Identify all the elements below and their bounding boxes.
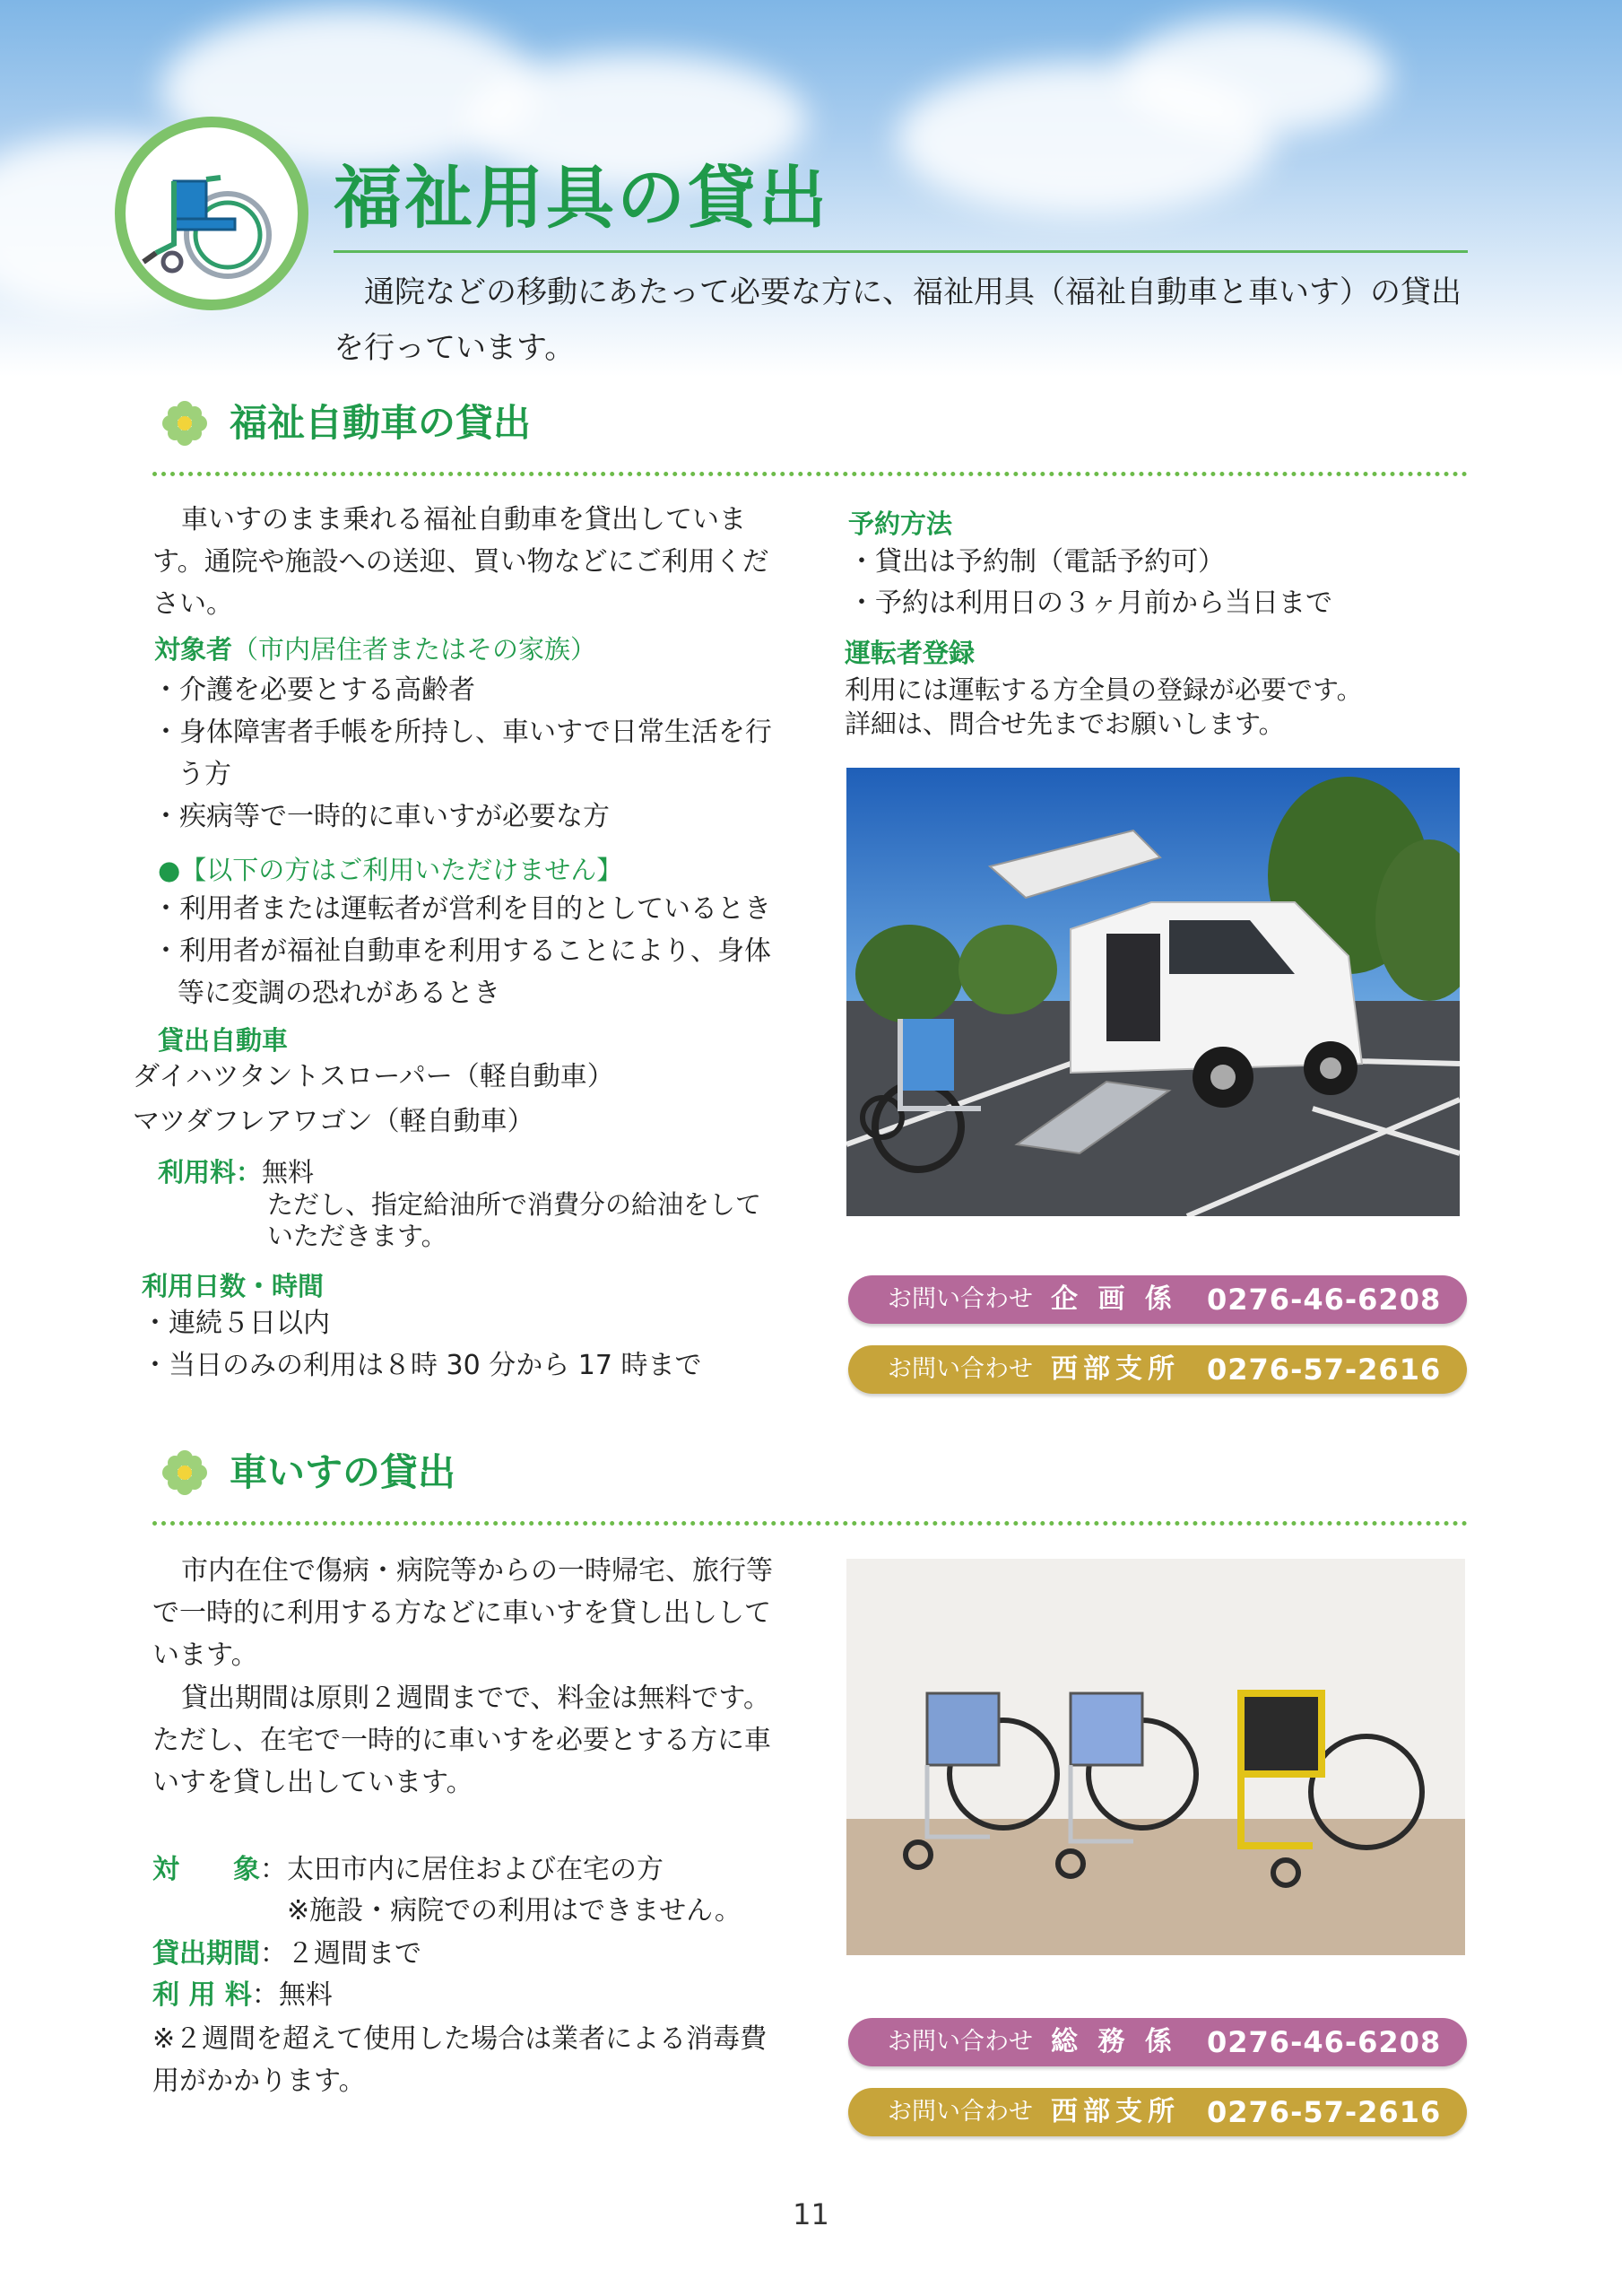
contact-lead: お問い合わせ — [888, 1355, 1033, 1383]
list-item: ・貸出は予約制（電話予約可） — [848, 546, 1225, 578]
not-eligible-label: ●【以下の方はご利用いただけません】 — [158, 855, 623, 885]
list-item: ・介護を必要とする高齢者 — [152, 674, 475, 706]
wheelchair-fee-label: 利 用 料 — [152, 1979, 252, 2011]
list-item: ・当日のみの利用は８時 30 分から 17 時まで — [142, 1350, 702, 1381]
wheelchair-section-title: 車いすの貸出 — [230, 1450, 456, 1494]
list-item: ・身体障害者手帳を所持し、車いすで日常生活を行う方 — [152, 717, 772, 790]
vehicles-label: 貸出自動車 — [158, 1025, 289, 1056]
period-value: ：２週間まで — [260, 1938, 421, 1970]
list-item: ・連続５日以内 — [142, 1308, 330, 1339]
contact-dept: 企 画 係 — [1051, 1283, 1177, 1315]
welfare-car-photo — [846, 768, 1460, 1216]
car-contact-west-branch — [848, 1345, 1467, 1394]
fee-value: 無料 — [262, 1157, 315, 1187]
contact-lead: お問い合わせ — [888, 1285, 1033, 1313]
list-item: ・利用者または運転者が営利を目的としているとき — [152, 893, 771, 925]
eligible-list — [152, 669, 780, 838]
period-row — [152, 1934, 421, 1975]
contact-tel: 0276-57-2616 — [1207, 2095, 1442, 2129]
intro-text: 通院などの移動にあたって必要な方に、福祉用具（福祉自動車と車いす）の貸出を行っています。 — [334, 274, 1462, 366]
contact-dept: 総 務 係 — [1051, 2026, 1177, 2057]
page-number: 11 — [793, 2197, 829, 2231]
contact-dept: 西部支所 — [1051, 2096, 1180, 2127]
list-item: ・予約は利用日の３ヶ月前から当日まで — [848, 587, 1332, 619]
fee-note: ただし、指定給油所で消費分の給油をしていただきます。 — [267, 1189, 762, 1251]
wheelchair-contact-general — [848, 2018, 1467, 2066]
contact-tel: 0276-46-6208 — [1207, 2025, 1442, 2059]
wheelchair-para-1: 市内在住で傷病・病院等からの一時帰宅、旅行等で一時的に利用する方などに車いすを貸し出ししています。 — [152, 1555, 773, 1671]
fee-row — [158, 1157, 314, 1188]
dotted-divider — [152, 1521, 1468, 1526]
wheelchair-contact-west-branch — [848, 2088, 1467, 2136]
disinfection-note: ※２週間を超えて使用した場合は業者による消毒費用がかかります。 — [152, 2023, 768, 2097]
not-eligible-list — [152, 888, 789, 1014]
dotted-divider — [152, 472, 1468, 476]
list-item: ・利用者が福祉自動車を利用することにより、身体等に変調の恐れがあるとき — [152, 935, 771, 1009]
contact-lead: お問い合わせ — [888, 2028, 1033, 2056]
vehicle-item: マツダフレアワゴン（軽自動車） — [133, 1106, 534, 1137]
target-value: ：太田市内に居住および在宅の方 — [260, 1854, 664, 1885]
flower-icon — [160, 1448, 210, 1498]
car-contact-planning — [848, 1275, 1467, 1324]
list-item: ・疾病等で一時的に車いすが必要な方 — [152, 801, 610, 832]
target-label: 対 象 — [152, 1854, 260, 1885]
eligible-label-text: 対象者 — [154, 634, 233, 665]
car-description: 車いすのまま乗れる福祉自動車を貸出しています。通院や施設への送迎、買い物などにご利用ください。 — [152, 504, 769, 620]
reservation-list — [848, 542, 1467, 624]
fee-label: 利用料： — [158, 1157, 263, 1187]
title-rule — [334, 250, 1468, 253]
wheelchair-fee-row — [152, 1975, 333, 2016]
car-section-title: 福祉自動車の貸出 — [230, 401, 532, 445]
driver-label: 運転者登録 — [845, 638, 976, 668]
usage-label: 利用日数・時間 — [142, 1271, 325, 1301]
period-label: 貸出期間 — [152, 1938, 260, 1970]
eligible-label-note: （市内居住者またはその家族） — [232, 634, 597, 665]
flower-icon — [160, 398, 210, 448]
page-title: 福祉用具の貸出 — [334, 158, 829, 238]
wheelchairs-photo — [846, 1559, 1465, 1955]
contact-dept: 西部支所 — [1051, 1353, 1180, 1385]
contact-tel: 0276-57-2616 — [1207, 1352, 1442, 1387]
wheelchair-para-2: 貸出期間は原則２週間までで、料金は無料です。ただし、在宅で一時的に車いすを必要とする方に車いすを貸し出しています。 — [152, 1683, 771, 1798]
target-note: ※施設・病院での利用はできません。 — [287, 1895, 742, 1926]
eligible-label — [154, 630, 596, 666]
driver-line: 詳細は、問合せ先までお願いします。 — [845, 709, 1285, 739]
usage-list — [142, 1302, 787, 1387]
target-row — [152, 1849, 664, 1891]
driver-line: 利用には運転する方全員の登録が必要です。 — [845, 674, 1363, 705]
contact-tel: 0276-46-6208 — [1207, 1283, 1442, 1317]
wheelchair-fee-value: ：無料 — [251, 1979, 333, 2011]
cloud — [1121, 18, 1390, 135]
wheelchair-badge-icon — [115, 117, 308, 310]
contact-lead: お問い合わせ — [888, 2098, 1033, 2126]
vehicle-item: ダイハツタントスローパー（軽自動車） — [133, 1061, 614, 1092]
reservation-label: 予約方法 — [848, 509, 953, 539]
